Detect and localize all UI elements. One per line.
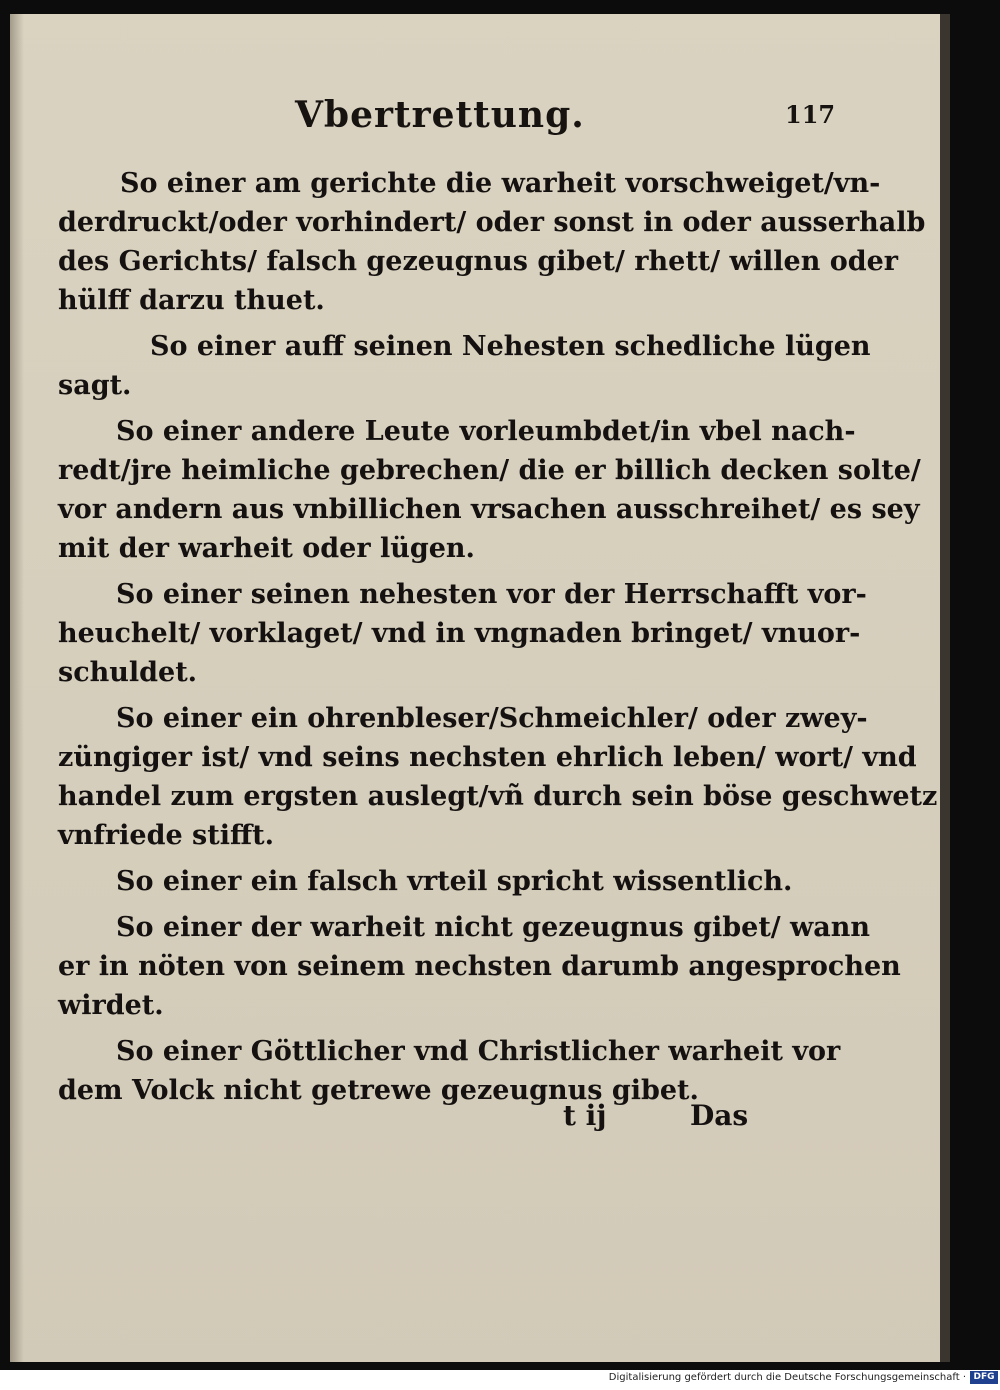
page-header <box>10 94 940 144</box>
catchword: Das <box>690 1099 749 1132</box>
paragraph <box>58 862 793 901</box>
text-line: heuchelt/ vorklaget/ vnd in vngnaden bringet/ vnuor- <box>58 618 861 649</box>
text-line: schuldet. <box>58 657 198 688</box>
text-line: handel zum ergsten auslegt/vñ durch sein böse geschwetz <box>58 781 938 812</box>
text-line: wirdet. <box>58 990 164 1021</box>
text-line: hülff darzu thuet. <box>58 285 325 316</box>
text-line: des Gerichts/ falsch gezeugnus gibet/ rhett/ willen oder <box>58 246 899 277</box>
text-line: dem Volck nicht getrewe gezeugnus gibet. <box>58 1075 699 1106</box>
text-line: So einer am gerichte die warheit vorschweiget/vn- <box>120 168 881 199</box>
text-line: So einer ein ohrenbleser/Schmeichler/ oder zwey- <box>116 703 868 734</box>
text-line: derdruckt/oder vorhindert/ oder sonst in oder ausserhalb <box>58 207 926 238</box>
signature-mark: t ij <box>563 1099 607 1132</box>
paragraph <box>58 575 867 692</box>
body-text <box>58 164 938 1117</box>
text-line: sagt. <box>58 370 132 401</box>
text-line: So einer auff seinen Nehesten schedliche lügen <box>150 331 871 362</box>
text-line: So einer seinen nehesten vor der Herrschafft vor- <box>116 579 867 610</box>
paragraph <box>58 908 901 1025</box>
text-line: So einer der warheit nicht gezeugnus gibet/ wann <box>116 912 871 943</box>
text-line: So einer andere Leute vorleumbdet/in vbel nach- <box>116 416 856 447</box>
page-footer <box>58 1099 778 1139</box>
running-title: Vbertrettung. <box>295 94 585 136</box>
text-line: mit der warheit oder lügen. <box>58 533 475 564</box>
paragraph <box>58 164 926 320</box>
digitization-credit: Digitalisierung gefördert durch die Deutsche Forschungsgemeinschaft · <box>608 1372 966 1383</box>
text-line: So einer ein falsch vrteil spricht wissentlich. <box>116 866 793 897</box>
page-edge <box>940 14 950 1362</box>
text-line: er in nöten von seinem nechsten darumb angesprochen <box>58 951 901 982</box>
page-number: 117 <box>785 100 836 129</box>
paragraph <box>58 412 921 568</box>
text-line: So einer Göttlicher vnd Christlicher warheit vor <box>116 1036 841 1067</box>
book-page <box>10 14 940 1362</box>
dfg-logo: DFG <box>970 1371 998 1384</box>
text-line: redt/jre heimliche gebrechen/ die er billich decken solte/ <box>58 455 921 486</box>
text-line: vnfriede stifft. <box>58 820 275 851</box>
text-line: züngiger ist/ vnd seins nechsten ehrlich leben/ wort/ vnd <box>58 742 917 773</box>
text-line: vor andern aus vnbillichen vrsachen ausschreihet/ es sey <box>58 494 920 525</box>
paragraph <box>58 699 938 855</box>
paragraph <box>58 327 871 405</box>
